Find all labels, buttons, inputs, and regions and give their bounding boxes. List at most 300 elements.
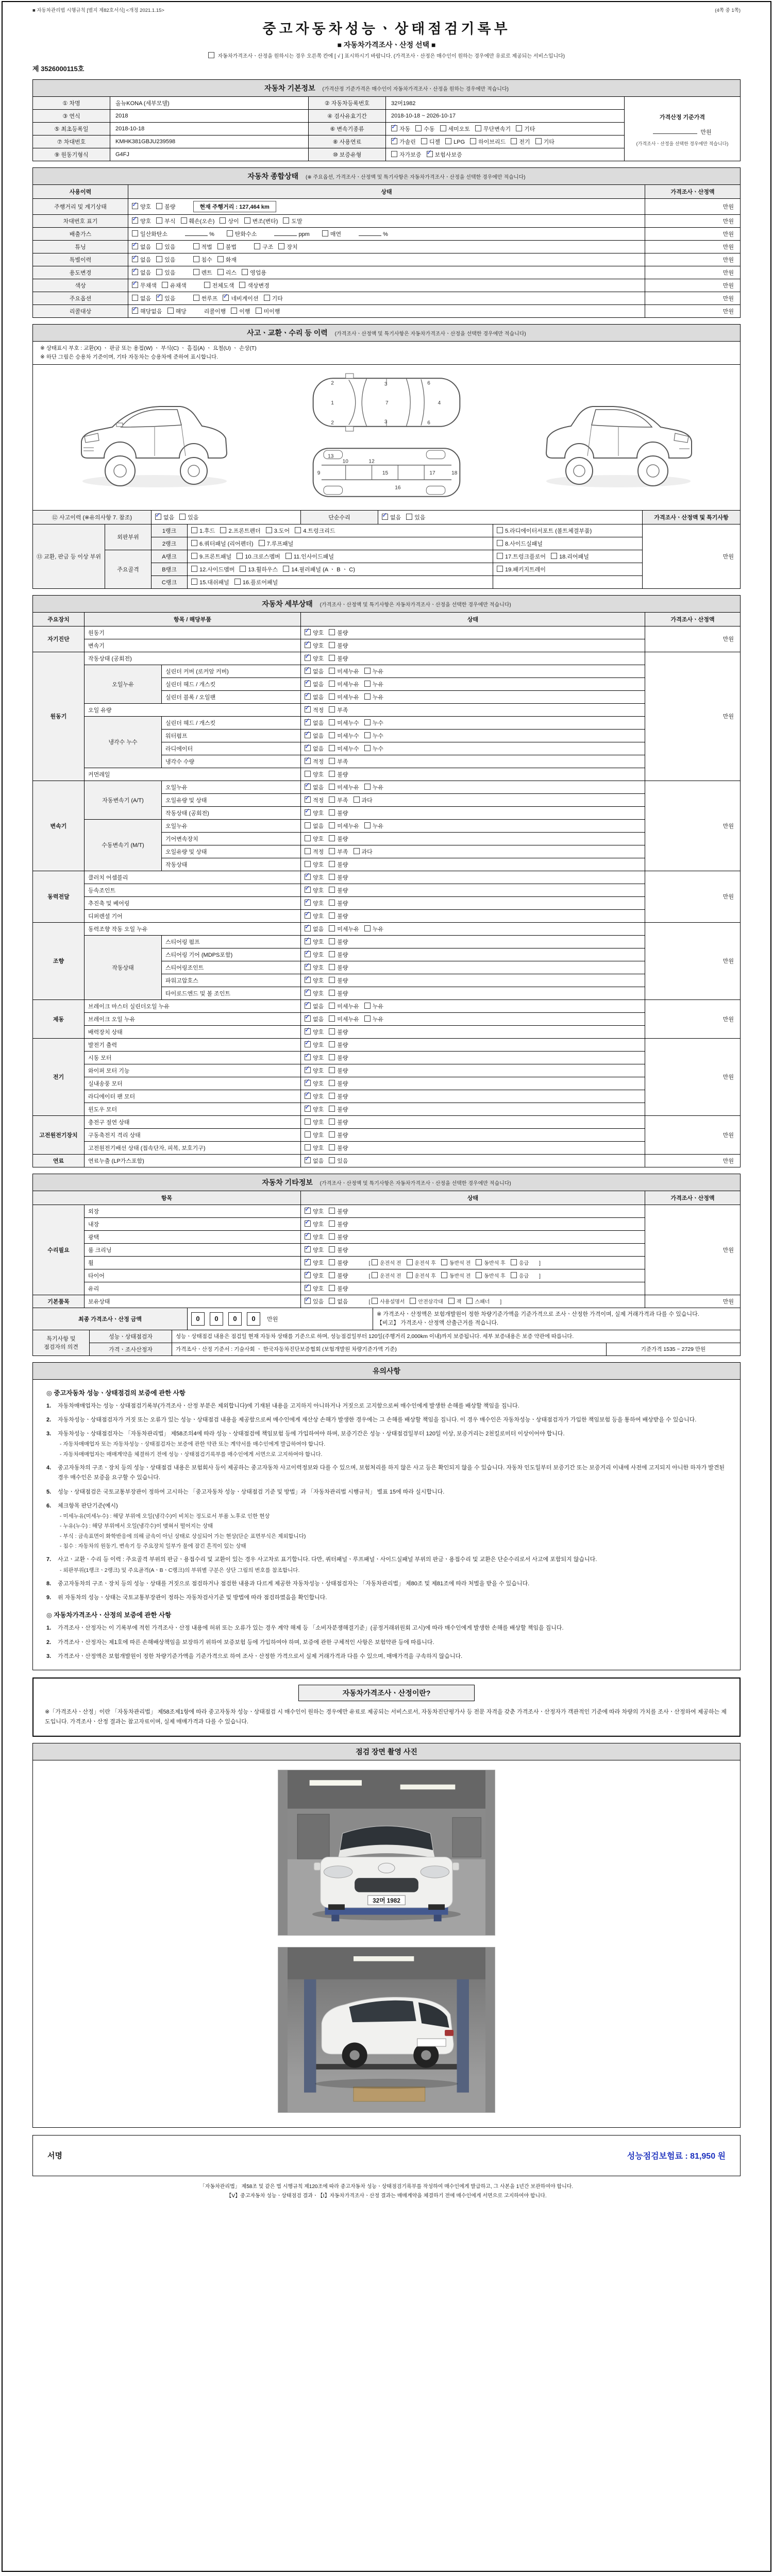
- option: [364, 719, 383, 727]
- checkbox: [305, 835, 311, 841]
- option-label: 불량: [337, 630, 348, 636]
- option: [305, 1028, 324, 1036]
- option-label: 양호: [313, 913, 324, 920]
- checkbox: [162, 282, 168, 288]
- item-status: [301, 1230, 645, 1243]
- option-group: [305, 1207, 354, 1215]
- item-status: [301, 1115, 645, 1128]
- condition-row: [33, 241, 741, 253]
- panel-item: 2.프론트펜더: [220, 527, 260, 535]
- extra-options: [ 운전석 전 운전석 후 동반석 전 동반석 후 응급 ]: [369, 1261, 541, 1266]
- option: [329, 1220, 348, 1228]
- checkbox: [132, 282, 138, 288]
- option-label: 불량: [337, 977, 348, 984]
- checkbox: [372, 1259, 378, 1265]
- checkbox: [305, 1259, 311, 1265]
- notice-section-title: ◎ 중고자동차 성능ㆍ상태점검의 보증에 관한 사항: [46, 1389, 186, 1397]
- item-label: 기어변속장치: [162, 832, 301, 845]
- checkbox: [156, 269, 162, 275]
- checkbox: [329, 951, 335, 957]
- option-label: 양호: [313, 1260, 324, 1266]
- item-label: 시동 모터: [85, 1051, 301, 1064]
- option: [305, 796, 324, 804]
- option-label: 유채색: [170, 283, 187, 289]
- col-other-status: 상태: [301, 1191, 645, 1205]
- other-info-title: 자동차 기타정보: [262, 1178, 313, 1187]
- regulation-note: [32, 6, 741, 13]
- checkbox: [329, 1106, 335, 1112]
- option: [364, 744, 383, 753]
- checkbox: [329, 1054, 335, 1060]
- checkbox: [372, 1298, 378, 1304]
- checkbox: [364, 1015, 371, 1022]
- option-label: 리스: [225, 270, 237, 276]
- svg-text:6: 6: [427, 420, 430, 426]
- item-status: [301, 1205, 645, 1217]
- option-label: 없음: [313, 720, 324, 726]
- option-label: 미세누수: [337, 745, 359, 752]
- option: [329, 976, 348, 985]
- condition-row: [33, 266, 741, 279]
- final-price-label: 최종 가격조사ㆍ산정 금액: [33, 1308, 188, 1330]
- item-status: [301, 1103, 645, 1115]
- checkbox: [193, 295, 199, 301]
- option-label: 양호: [140, 218, 152, 225]
- option: [244, 217, 278, 225]
- option-group: [305, 744, 389, 753]
- condition-status: [128, 253, 645, 266]
- price-cell: 만원: [645, 871, 741, 922]
- checkbox: [364, 745, 371, 751]
- checkbox: [193, 269, 199, 275]
- notice-subitem: - 부식 : 금속표면이 화학반응에 의해 금속이 아닌 상태로 상실되어 가는 현상(단순 표면부식은 제외합니다): [60, 1533, 306, 1539]
- checkbox: [329, 835, 335, 841]
- option-group: [322, 230, 346, 238]
- option-label: 있음: [164, 257, 176, 263]
- notice-subitem: - 미세누유(미세누수) : 해당 부위에 오일(냉각수)이 비치는 정도로서 부품 노후로 인한 현상: [60, 1513, 270, 1520]
- option-label: 양호: [313, 1067, 324, 1074]
- checkbox: [476, 1272, 482, 1278]
- item-status: [301, 871, 645, 884]
- option: [305, 1092, 324, 1100]
- price-digit: 0: [247, 1312, 260, 1326]
- option: [305, 963, 324, 972]
- checkbox: [167, 308, 174, 314]
- panel-item: 10.크로스멤버: [237, 552, 280, 561]
- checkbox: [391, 125, 397, 131]
- document-number: 제 3526000115호: [32, 65, 85, 73]
- checkbox: [329, 848, 335, 854]
- device-group-label: 전기: [33, 1038, 85, 1115]
- item-status: [301, 884, 645, 896]
- checkbox: [285, 553, 292, 559]
- device-group-label: 자기진단: [33, 626, 85, 652]
- option: [421, 138, 440, 146]
- checkbox: [354, 848, 360, 854]
- svg-text:16: 16: [395, 485, 401, 491]
- checkbox: [191, 566, 197, 572]
- checkbox: [305, 784, 311, 790]
- condition-status: [128, 215, 645, 228]
- detailed-condition-header: [32, 595, 741, 613]
- option-label: 불량: [337, 861, 348, 868]
- option-label: 해당없음: [140, 309, 162, 315]
- option-group: [305, 1131, 354, 1139]
- checkbox: [305, 848, 311, 854]
- checkbox: [305, 629, 311, 635]
- option-group: [193, 268, 272, 277]
- option-label: 기타: [524, 126, 535, 132]
- option-label: 변조(변타): [252, 218, 278, 225]
- footer-line1: 「자동차관리법」 제58조 및 같은 법 시행규칙 제120조에 따라 중고자동차 성능ㆍ상태점검기록부를 작성하여 매수인에게 발급하고, 그 사본을 1년간 보관하여야 합니다.: [199, 2183, 574, 2190]
- option: [391, 125, 410, 133]
- option: [511, 1272, 529, 1279]
- option: [372, 1259, 401, 1266]
- item-label: 타이어: [85, 1269, 301, 1282]
- regulation-note-left: ■ 자동차관리법 시행규칙 [별지 제82호서식] <개정 2021.1.15>: [32, 8, 164, 13]
- notice-item: 2. 자동차성능ㆍ상태점검자가 거짓 또는 오류가 있는 성능ㆍ상태점검 내용을 제공함으로써 매수인에게 재산상 손해가 발생한 경우에는 그 손해를 배상할 책임을 집니다. 이 경우 매수인은 자동차성능ㆍ상태점검자가 가입한 책임보험 등을 통하여 배상받을 수 있습니다.: [46, 1416, 697, 1423]
- option-group: [305, 912, 354, 920]
- option-label: 과다: [361, 849, 373, 855]
- option: [329, 770, 348, 778]
- checkbox: [329, 938, 335, 944]
- option: [364, 783, 383, 791]
- device-group-label: 고전원전기장치: [33, 1115, 85, 1154]
- blank-field: ppm: [274, 230, 309, 238]
- col-other-item: 항목: [33, 1191, 301, 1205]
- option: [329, 732, 359, 740]
- price-select-note-text: 자동차가격조사ㆍ산정을 원하시는 경우 오른쪽 칸에 [ √ ] 표시하시기 바랍니다. (가격조사ㆍ산정은 매수인이 원하는 경우에만 유료로 제공되는 서비스입니다): [217, 54, 565, 59]
- option: [329, 873, 348, 882]
- option: [329, 641, 348, 650]
- checkbox: [305, 1157, 311, 1163]
- checkbox: [305, 796, 311, 803]
- option: [305, 757, 324, 766]
- option: [305, 1297, 324, 1306]
- option-label: 양호: [313, 771, 324, 778]
- checkbox: [204, 282, 210, 288]
- detail-row: [33, 871, 741, 884]
- other-info-table: [32, 1191, 741, 1308]
- checkbox: [305, 706, 311, 713]
- col-status: 상태: [128, 185, 645, 199]
- option: [254, 243, 273, 251]
- option: [156, 202, 175, 211]
- panel-item: 12.사이드멤버: [191, 565, 234, 573]
- status-legend-line2: ※ 하단 그림은 승용차 기준이며, 기타 자동차는 승용차에 준하여 표시합니다.: [40, 353, 219, 360]
- checkbox: [329, 1233, 335, 1240]
- checkbox: [364, 668, 371, 674]
- field-value: [386, 135, 625, 148]
- option: [193, 256, 212, 264]
- option-label: 있음: [414, 514, 426, 521]
- checkbox: [516, 125, 522, 131]
- option-label: 불량: [337, 1029, 348, 1036]
- checkbox: [364, 719, 371, 725]
- detail-row: [33, 1051, 741, 1064]
- checkbox: [329, 732, 335, 738]
- option: [305, 667, 324, 675]
- checkbox: [305, 1272, 311, 1278]
- option-group: [391, 138, 560, 146]
- checkbox: [475, 125, 481, 131]
- checkbox: [227, 230, 233, 236]
- option: [329, 1054, 348, 1062]
- final-price-row: [33, 1308, 741, 1330]
- panel-item: 19.패키지트레이: [497, 565, 546, 573]
- option: [329, 925, 359, 933]
- checkbox: [391, 138, 397, 144]
- option-group: [305, 860, 354, 869]
- option: [329, 783, 359, 791]
- panel-rank-table: [32, 524, 741, 589]
- item-label: 디퍼렌셜 기어: [85, 909, 301, 922]
- checkbox: [329, 642, 335, 648]
- notice-item: 1. 자동차매매업자는 성능ㆍ상태점검기록부(가격조사ㆍ산정 부분은 제외합니다)에 기재된 내용을 고지하지 아니하거나 거짓으로 고지함으로써 매수인에게 발생한 손해를 배상할 책임을 집니다.: [46, 1402, 519, 1409]
- checkbox: [305, 977, 311, 983]
- insurance-fee-label: 성능점검보험료 :: [627, 2152, 688, 2161]
- detail-row: [33, 1141, 741, 1154]
- checkbox: [208, 52, 214, 58]
- item-label: 충전구 절연 상태: [85, 1115, 301, 1128]
- device-group-label: 제동: [33, 999, 85, 1038]
- item-status: [301, 690, 645, 703]
- option-label: 기타: [543, 139, 554, 145]
- item-label: 오일유량 및 상태: [162, 845, 301, 858]
- option: [305, 848, 324, 856]
- option-group: [391, 150, 467, 159]
- option: [305, 1015, 324, 1023]
- notice-item: 7. 사고ㆍ교환ㆍ수리 등 이력 : 주요골격 부위의 판금ㆍ용접수리 및 교환이 있는 경우 사고차로 표기합니다. 다만, 쿼터패널ㆍ루프패널ㆍ사이드실패널 부위의 판금ㆍ용접수리 및 교환은 단순수리로서 사고에 포함되지 않습니다.: [46, 1556, 597, 1563]
- option-label: 양호: [313, 1221, 324, 1228]
- option-group: [132, 294, 181, 302]
- appraiser-label: 가격ㆍ조사산정자: [90, 1343, 172, 1355]
- option-label: 운전석 전: [380, 1273, 401, 1279]
- checkbox: [415, 125, 422, 131]
- notice-item: 9. 위 자동차의 성능ㆍ상태는 국토교통부장관이 정하는 자동차검사기준 및 방법에 따라 점검하였음을 확인합니다.: [46, 1595, 327, 1601]
- option-label: 운전석 전: [380, 1260, 401, 1266]
- option-label: 양호: [313, 874, 324, 881]
- option: [329, 963, 348, 972]
- option: [329, 912, 348, 920]
- condition-label: 주요옵션: [33, 292, 128, 305]
- option: [305, 1207, 324, 1215]
- checkbox: [329, 668, 335, 674]
- checkbox: [231, 308, 237, 314]
- option: [305, 1105, 324, 1113]
- option: [448, 1297, 462, 1305]
- checkbox: [535, 138, 542, 144]
- option: [329, 951, 348, 959]
- overall-condition-section: [32, 167, 741, 318]
- checkbox: [191, 579, 197, 585]
- option: [256, 307, 280, 315]
- option-label: 불량: [337, 1106, 348, 1113]
- option: [220, 217, 239, 225]
- car-diagram-plan-column: [307, 371, 466, 504]
- option-group: [305, 641, 354, 650]
- option-group: [305, 796, 378, 804]
- condition-label: 주행거리 및 계기상태: [33, 199, 128, 215]
- field-label: ⑦ 차대번호: [33, 135, 110, 148]
- checkbox: [191, 540, 197, 546]
- option: [445, 138, 465, 145]
- option-label: 불량: [337, 952, 348, 958]
- option: [364, 925, 383, 933]
- panel-items: [493, 550, 643, 563]
- item-status: [301, 1128, 645, 1141]
- field-label: ⑤ 최초등록일: [33, 123, 110, 135]
- option-group: [305, 783, 389, 791]
- option: [329, 1092, 348, 1100]
- option-group: [305, 1041, 354, 1049]
- checkbox: [305, 1106, 311, 1112]
- field-label: ⑧ 사용연료: [309, 135, 386, 148]
- condition-label: 특별이력: [33, 253, 128, 266]
- field-label: ⑨ 원동기형식: [33, 148, 110, 161]
- panel-item: 3.도어: [266, 527, 290, 535]
- other-info-section: [32, 1174, 741, 1356]
- item-status: [301, 1256, 645, 1269]
- option: [427, 150, 462, 159]
- item-label: 스티어링 펌프: [162, 935, 301, 948]
- svg-text:15: 15: [382, 470, 389, 476]
- option: [364, 1002, 383, 1010]
- option: [204, 281, 234, 290]
- accident-history-title: 사고ㆍ교환ㆍ수리 등 이력: [247, 329, 328, 337]
- field-value: [386, 123, 625, 135]
- item-label: 외장: [85, 1205, 301, 1217]
- item-status: [301, 768, 645, 781]
- item-status: [301, 987, 645, 999]
- option-group: [305, 1246, 354, 1254]
- exchange-label: ⑬ 교환, 판금 등 이상 부위: [33, 524, 105, 588]
- option-label: 없음: [337, 1298, 348, 1305]
- price-select-note: [32, 52, 741, 59]
- option-label: 미세누유: [337, 694, 359, 701]
- option: [305, 1002, 324, 1010]
- option-label: 불량: [337, 1285, 348, 1292]
- checkbox: [441, 1272, 447, 1278]
- option: [227, 230, 257, 238]
- item-label: 보유상태: [85, 1295, 301, 1308]
- extra-options: [ 운전석 전 운전석 후 동반석 전 동반석 후 응급 ]: [369, 1274, 541, 1279]
- option-label: 동반석 후: [484, 1260, 506, 1266]
- item-label: 작동상태 (공회전): [162, 806, 301, 819]
- checkbox: [266, 527, 272, 533]
- option: [329, 1066, 348, 1075]
- svg-text:18: 18: [451, 470, 458, 476]
- option: [193, 268, 212, 277]
- item-status: [301, 755, 645, 768]
- checkbox: [305, 745, 311, 751]
- item-status: [301, 665, 645, 677]
- checkbox: [305, 1003, 311, 1009]
- option-group: [132, 217, 308, 225]
- option-label: 운전석 후: [414, 1260, 436, 1266]
- price-cell: 만원: [645, 228, 741, 241]
- option-label: 탄화수소: [234, 231, 257, 238]
- option: [305, 1054, 324, 1062]
- option: [329, 1297, 348, 1306]
- svg-text:1: 1: [331, 400, 334, 406]
- checkbox: [305, 809, 311, 816]
- inspector-opinion-row: [33, 1330, 741, 1343]
- option-group: [227, 230, 262, 238]
- option-label: 응급: [518, 1260, 529, 1266]
- option: [305, 899, 324, 907]
- device-group-label: 수리필요: [33, 1205, 85, 1295]
- panel-items: [188, 575, 493, 588]
- checkbox: [364, 693, 371, 700]
- checkbox: [191, 553, 197, 559]
- option-label: 응급: [518, 1273, 529, 1279]
- item-label: 타이로드엔드 및 볼 조인트: [162, 987, 301, 999]
- option: [305, 809, 324, 817]
- option: [354, 796, 373, 804]
- notice-item: 6. 체크항목 판단기준(예시): [46, 1502, 118, 1509]
- checkbox: [329, 887, 335, 893]
- license-plate-text: 32머 1982: [373, 1897, 400, 1904]
- checkbox: [329, 706, 335, 713]
- option-label: 미이행: [263, 309, 280, 315]
- detail-row: [33, 884, 741, 896]
- notice-subitem: - 자동차매매업자는 매매계약을 체결하기 전에 성능ㆍ상태점검기록부를 매수인에게 서면으로 고지하여야 합니다.: [60, 1451, 323, 1458]
- option-group: [305, 719, 389, 727]
- item-label: 작동상태: [162, 858, 301, 871]
- option-group: [305, 1079, 354, 1088]
- detail-row: [33, 1282, 741, 1295]
- detail-row: [33, 1025, 741, 1038]
- notice-subitem: - 외판부위(1랭크ㆍ2랭크) 및 주요골격(AㆍBㆍC랭크)의 부위별 구분은 상단 그림의 번호를 참조합니다.: [60, 1567, 300, 1573]
- option: [305, 744, 324, 753]
- option-label: 있음: [313, 1298, 324, 1305]
- option-group: [132, 256, 181, 264]
- basic-info-note: (가격산정 기준가격은 매수인이 자동차가격조사ㆍ산정을 원하는 경우에만 적습니다): [322, 87, 509, 92]
- checkbox: [156, 217, 162, 224]
- detail-row: [33, 1269, 741, 1282]
- option: [329, 1105, 348, 1113]
- option: [305, 1284, 324, 1293]
- checkbox: [295, 527, 301, 533]
- option-group: [305, 989, 354, 997]
- item-status: [301, 1051, 645, 1064]
- svg-text:2: 2: [331, 380, 334, 386]
- item-status: [301, 1141, 645, 1154]
- option: [329, 1233, 348, 1241]
- item-status: [301, 858, 645, 871]
- item-status: [301, 961, 645, 974]
- device-sub-label: 작동상태: [85, 935, 162, 999]
- option: [239, 281, 270, 290]
- option-label: 불량: [337, 836, 348, 842]
- option-label: 없음: [390, 514, 401, 521]
- option-label: 불량: [337, 1273, 348, 1279]
- option: [364, 680, 383, 688]
- option-group: [193, 256, 242, 264]
- option: [354, 848, 373, 856]
- option: [364, 1015, 383, 1023]
- checkbox: [244, 217, 250, 224]
- item-label: 등속조인트: [85, 884, 301, 896]
- checkbox: [305, 758, 311, 764]
- checkbox: [329, 1144, 335, 1150]
- option-label: 있음: [188, 514, 199, 521]
- item-status: [301, 819, 645, 832]
- item-status: [301, 781, 645, 793]
- item-label: 오일누유: [162, 819, 301, 832]
- svg-text:7: 7: [385, 400, 389, 406]
